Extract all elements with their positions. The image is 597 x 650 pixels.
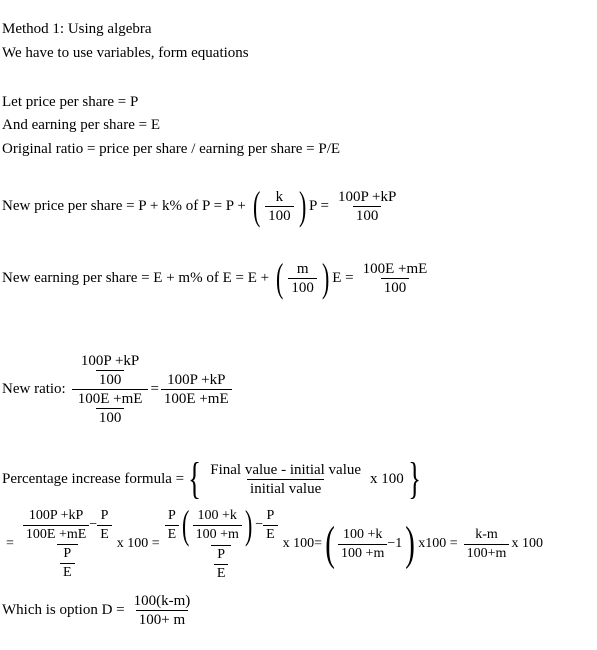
new-ratio-equation: New ratio: $\frac{\frac{100P +kP}{100}}{\frac{100E +mE}{100}}$ = $\frac{100P +kP}{100E +mE}$ (2, 352, 234, 427)
fraction: $\frac{\text{Final value - initial value}}{\text{initial value}}$ (210, 461, 362, 497)
fraction: $\frac{k}{100}$ (265, 188, 294, 225)
compound-fraction: $\frac{\frac{100P +kP}{100}}{\frac{100E +mE}{100}}$ (72, 352, 149, 427)
fraction: $\frac{m}{100}$ (288, 260, 317, 297)
new-price-equation: New price per share = P + k% of P = P + ( $\frac{k}{100}$ ) P = $\frac{100P +kP}{100}$ (2, 186, 401, 226)
fraction: $\frac{100E +mE}{100}$ (362, 260, 428, 296)
earning-definition: And earning per share = E (2, 117, 160, 133)
fraction: $\frac{100(k-m)}{100+ m}$ (133, 593, 191, 628)
derivation-equation: = $\frac{100P +kP}{100E +mE}$ − $\frac{P}{E}$ $\frac{P}{E}$ x 100 = $\frac{P}{E}$ ( $\frac{100 +k}{100 +m}$ ) − $\frac{P}{E}$ $\frac{P}{E}$ x 100= ( $\frac{100 +k}{100 +m}$ −1 ) x100 = $\frac{k-m}{100+m}$ x 100 (6, 502, 543, 581)
final-answer: Which is option D = $\frac{100(k-m)}{100+ m}$ (2, 592, 195, 629)
original-ratio: Original ratio = price per share / earning per share = P/E (2, 141, 341, 157)
price-definition: Let price per share = P (2, 94, 139, 110)
method-heading: Method 1: Using algebra (2, 21, 152, 37)
compound-fraction: $\frac{100P +kP}{100E +mE}$ − $\frac{P}{E}$ $\frac{P}{E}$ (20, 507, 115, 582)
fraction: $\frac{100P +kP}{100E +mE}$ (161, 371, 232, 408)
new-earning-equation: New earning per share = E + m% of E = E + ( $\frac{m}{100}$ ) E = $\frac{100E +mE}{100}$ (2, 258, 432, 298)
compound-fraction: $\frac{P}{E}$ ( $\frac{100 +k}{100 +m}$ ) − $\frac{P}{E}$ $\frac{P}{E}$ (162, 505, 281, 583)
fraction: $\frac{k-m}{100+m}$ (464, 526, 510, 563)
fraction: $\frac{100P +kP}{100}$ (337, 188, 397, 224)
percentage-formula: Percentage increase formula = { $\frac{\text{Final value - initial value}}{\text{initial value}}$ x 100 } (2, 454, 421, 503)
intro-line: We have to use variables, form equations (2, 45, 249, 61)
